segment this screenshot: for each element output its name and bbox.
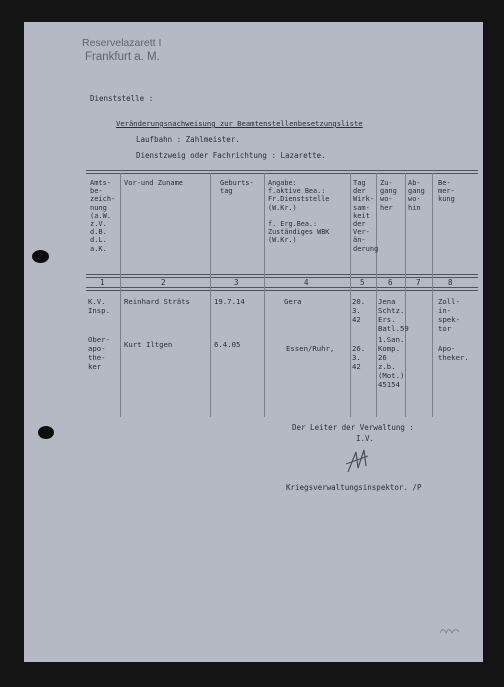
document-title: Veränderungsnachweisung zur Beamtenstellenbesetzungsliste	[116, 119, 363, 128]
row1-bemerkung: Zoll- in- spek- tor	[438, 297, 460, 333]
column-number-4: 4	[304, 278, 309, 287]
punch-hole-top	[32, 250, 49, 263]
stamp-line-1: Reservelazarett I	[82, 37, 162, 49]
dienstzweig-line: Dienstzweig oder Fachrichtung : Lazarette.	[136, 151, 326, 160]
column-divider-2	[210, 173, 211, 417]
document-sheet	[24, 22, 483, 662]
column-number-3: 3	[234, 278, 239, 287]
header-angabe: Angabe: f.aktive Bea.: Fr.Dienststelle (W.Kr.) f. Erg.Bea.: Zuständiges WBK (W.Kr.)	[268, 179, 330, 245]
laufbahn-line: Laufbahn : Zahlmeister.	[136, 135, 240, 144]
iv-line: I.V.	[356, 434, 375, 443]
column-number-1: 1	[100, 278, 105, 287]
numbers-bottom-rule	[86, 287, 478, 288]
leiter-line: Der Leiter der Verwaltung :	[292, 423, 414, 432]
table-top-rule-2	[86, 173, 478, 174]
handwritten-signature	[344, 442, 374, 478]
row1-angabe: Gera	[284, 297, 302, 306]
row1-tag: 20. 3. 42	[352, 297, 366, 324]
column-number-5: 5	[360, 278, 365, 287]
numbers-bottom-rule-2	[86, 290, 478, 291]
column-number-8: 8	[448, 278, 453, 287]
archive-mark	[438, 624, 462, 636]
punch-hole-bottom	[38, 426, 54, 439]
header-bottom-rule	[86, 274, 478, 275]
row2-tag: 26. 3. 42	[352, 344, 366, 371]
row2-amtsbezeichnung: Ober- apo- the- ker	[88, 335, 110, 371]
header-tag-wirksamkeit: Tag der Wirk- sam- keit der Ver- än- derung	[353, 179, 379, 253]
stamp-line-2: Frankfurt a. M.	[85, 51, 160, 63]
row2-name: Kurt Iltgen	[124, 340, 173, 349]
column-number-7: 7	[416, 278, 421, 287]
row2-geburtstag: 6.4.05	[214, 340, 241, 349]
column-divider-6	[405, 173, 406, 417]
row1-zugang: Jena Schtz. Ers. Batl.59	[378, 297, 409, 333]
column-divider-3	[264, 173, 265, 417]
row2-zugang: 1.San. Komp. 26 z.b. (Mot.) 45154	[378, 335, 405, 389]
row1-name: Reinhard Sträts	[124, 297, 190, 306]
column-number-6: 6	[388, 278, 393, 287]
row1-amtsbezeichnung: K.V. Insp.	[88, 297, 110, 315]
header-name: Vor-und Zuname	[124, 179, 184, 187]
header-zugang: Zu- gang wo- her	[380, 179, 397, 212]
column-number-2: 2	[161, 278, 166, 287]
row2-angabe: Essen/Ruhr,	[286, 344, 335, 353]
inspektor-line: Kriegsverwaltungsinspektor. /P	[286, 483, 422, 492]
column-divider-4	[350, 173, 351, 417]
column-divider-1	[120, 173, 121, 417]
row2-bemerkung: Apo- theker.	[438, 344, 469, 362]
header-geburtstag: Geburts- tag	[220, 179, 254, 196]
table-top-rule	[86, 170, 478, 171]
dienststelle-label: Dienststelle :	[90, 94, 154, 103]
row1-geburtstag: 19.7.14	[214, 297, 245, 306]
header-abgang: Ab- gang wo- hin	[408, 179, 425, 212]
header-bemerkung: Be- mer- kung	[438, 179, 455, 204]
header-amtsbezeichnung: Amts- be- zeich- nung (a.W. z.V. d.B. d.L. a.K.	[90, 179, 116, 253]
column-divider-7	[432, 173, 433, 417]
